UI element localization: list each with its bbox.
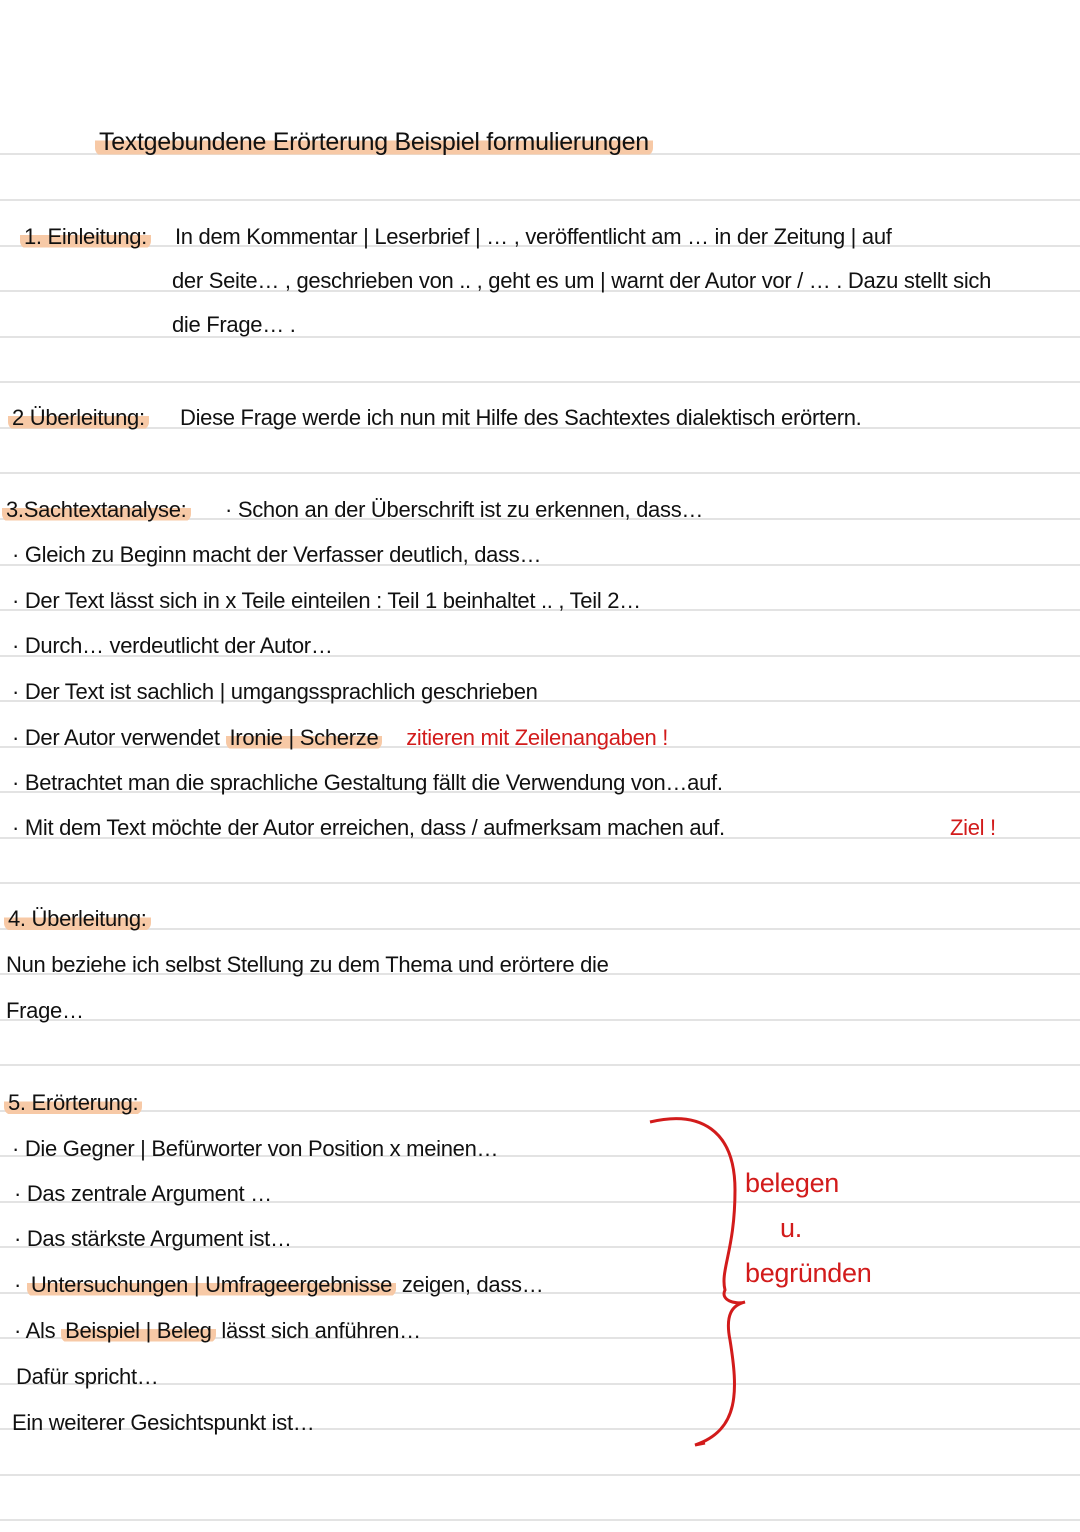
ironie-highlight: Ironie | Scherze [226, 725, 383, 750]
eroerterung-item: Dafür spricht… [16, 1364, 159, 1389]
brace-note: u. [780, 1213, 802, 1243]
beleg-highlight: Beispiel | Beleg [61, 1318, 215, 1343]
umfrage-highlight: Untersuchungen | Umfrageergebnisse [27, 1272, 396, 1297]
eroerterung-item: Ein weiterer Gesichtspunkt ist… [12, 1410, 315, 1435]
eroerterung-item-beleg: · Als Beispiel | Beleg lässt sich anführen… [14, 1318, 421, 1343]
sachtextanalyse-label: 3.Sachtextanalyse: [2, 497, 191, 522]
einleitung-line: der Seite… , geschrieben von .. , geht es um | warnt der Autor vor / … . Dazu stellt sich [172, 268, 992, 293]
analyse-item: · Betrachtet man die sprachliche Gestaltung fällt die Verwendung von…auf. [12, 770, 723, 795]
analyse-item: · Mit dem Text möchte der Autor erreichen, dass / aufmerksam machen auf. [12, 815, 725, 840]
analyse-item: · Schon an der Überschrift ist zu erkennen, dass… [225, 497, 704, 522]
analyse-item-ironie: · Der Autor verwendet Ironie | Scherze zitieren mit Zeilenangaben ! [12, 725, 669, 750]
eroerterung-item-umfrage: · Untersuchungen | Umfrageergebnisse zeigen, dass… [14, 1272, 544, 1297]
eroerterung-item: · Das stärkste Argument ist… [14, 1226, 292, 1251]
ueberleitung2-line: Nun beziehe ich selbst Stellung zu dem Thema und erörtere die [6, 952, 609, 977]
eroerterung-label: 5. Erörterung: [4, 1090, 142, 1115]
curly-brace-icon [640, 1110, 750, 1455]
ueberleitung2-line: Frage… [6, 998, 84, 1023]
ueberleitung2-label: 4. Überleitung: [4, 906, 151, 931]
brace-note: belegen [745, 1168, 839, 1198]
page-title: Textgebundene Erörterung Beispiel formulierungen [95, 128, 653, 156]
analyse-item: · Durch… verdeutlicht der Autor… [12, 633, 333, 658]
ueberleitung-text: Diese Frage werde ich nun mit Hilfe des Sachtextes dialektisch erörtern. [180, 405, 862, 430]
einleitung-line: die Frage… . [172, 312, 296, 337]
einleitung-label: 1. Einleitung: [20, 224, 151, 249]
note-zitieren: zitieren mit Zeilenangaben ! [406, 725, 669, 750]
eroerterung-item: · Die Gegner | Befürworter von Position x meinen… [12, 1136, 499, 1161]
ueberleitung-label: 2 Überleitung: [8, 405, 149, 430]
brace-note: begründen [745, 1258, 872, 1288]
analyse-item: · Gleich zu Beginn macht der Verfasser deutlich, dass… [12, 542, 542, 567]
eroerterung-item: · Das zentrale Argument … [14, 1181, 272, 1206]
note-ziel: Ziel ! [950, 815, 996, 840]
analyse-item: · Der Text lässt sich in x Teile einteilen : Teil 1 beinhaltet .. , Teil 2… [12, 588, 641, 613]
einleitung-line: In dem Kommentar | Leserbrief | … , veröffentlicht am … in der Zeitung | auf [175, 224, 892, 249]
analyse-item: · Der Text ist sachlich | umgangssprachlich geschrieben [12, 679, 538, 704]
